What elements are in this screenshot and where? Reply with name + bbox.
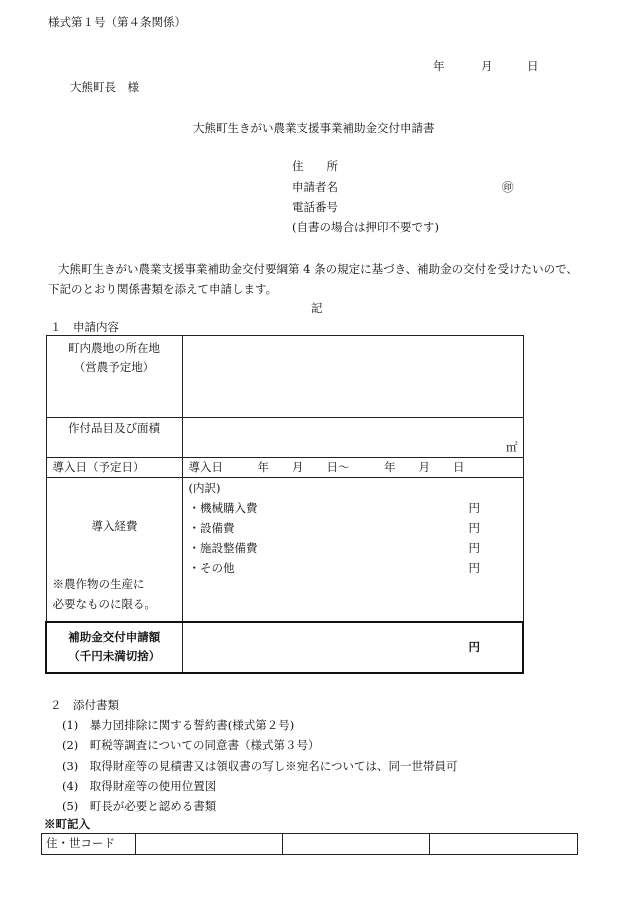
attachment-item-3: (3) 取得財産等の見積書又は領収書の写し※宛名については、同一世帯員可 [62, 759, 458, 773]
grant-label-line1: 補助金交付申請額 [68, 629, 161, 644]
intro-date-input-cell[interactable] [182, 458, 523, 478]
applicant-phone-label: 電話番号 [292, 200, 338, 214]
ki-label: 記 [311, 301, 323, 315]
crop-area-input-cell[interactable] [182, 418, 523, 458]
application-content-table [45, 335, 524, 674]
addressee: 大熊町長 様 [70, 80, 139, 94]
intro-date-value: 導入日 年 月 日～ 年 月 日 [188, 460, 465, 474]
location-label-line1: 町内農地の所在地 [68, 341, 160, 355]
code-label: 住・世コード [46, 836, 115, 850]
grant-unit: 円 [468, 639, 480, 654]
breakdown-unit-facility: 円 [468, 541, 480, 555]
attachment-item-1: (1) 暴力団排除に関する誓約書(様式第２号) [62, 718, 295, 732]
form-number: 様式第１号（第４条関係） [48, 15, 186, 29]
seal-note: (自書の場合は押印不要です) [292, 220, 439, 234]
code-label-cell [42, 834, 136, 855]
intro-date-label-cell [46, 458, 182, 478]
attachment-item-5: (5) 町長が必要と認める書類 [62, 799, 217, 813]
date-day: 日 [527, 59, 539, 73]
body-text-line2: 下記のとおり関係書類を添えて申請します。 [48, 282, 278, 296]
applicant-address-label: 住 所 [292, 159, 338, 173]
intro-date-label: 導入日（予定日） [52, 460, 145, 474]
attachment-item-2: (2) 町税等調査についての同意書（様式第３号） [62, 738, 320, 752]
office-use-heading: ※町記入 [44, 817, 90, 831]
attachment-item-4: (4) 取得財産等の使用位置図 [62, 779, 217, 793]
location-label-line2: （営農予定地） [73, 360, 155, 374]
location-input-cell[interactable] [182, 336, 523, 418]
form-title: 大熊町生きがい農業支援事業補助金交付申請書 [193, 121, 435, 135]
breakdown-unit-other: 円 [468, 561, 480, 575]
breakdown-heading: (内訳) [188, 481, 221, 495]
crop-label-cell [46, 418, 182, 458]
seal-mark: ㊞ [502, 180, 514, 194]
expense-label-cell [46, 478, 182, 622]
grant-label-line2: （千円未満切捨） [68, 648, 161, 663]
breakdown-item-equipment: ・設備費 [188, 521, 235, 535]
date-month: 月 [481, 59, 493, 73]
code-input-cell-2[interactable] [283, 834, 430, 855]
expense-note-line2: 必要なものに限る。 [52, 597, 156, 611]
breakdown-unit-machinery: 円 [468, 501, 480, 515]
code-input-cell-3[interactable] [430, 834, 578, 855]
location-label-cell [46, 336, 182, 418]
breakdown-item-machinery: ・機械購入費 [188, 501, 258, 515]
breakdown-item-other: ・その他 [188, 561, 235, 575]
area-unit: ㎡ [506, 440, 518, 454]
section1-heading: １ 申請内容 [50, 320, 119, 334]
crop-label: 作付品目及び面積 [68, 421, 160, 435]
expense-breakdown-cell[interactable] [182, 478, 523, 622]
applicant-name-label: 申請者名 [292, 180, 338, 194]
grant-amount-label-cell [46, 622, 182, 673]
breakdown-item-facility: ・施設整備費 [188, 541, 258, 555]
breakdown-unit-equipment: 円 [468, 521, 480, 535]
date-year: 年 [433, 59, 445, 73]
grant-amount-input-cell[interactable] [182, 622, 523, 673]
body-text-line1: 大熊町生きがい農業支援事業補助金交付要綱第 4 条の規定に基づき、補助金の交付を受けたいので、 [58, 262, 578, 276]
office-use-table [41, 833, 578, 855]
expense-note-line1: ※農作物の生産に [52, 577, 145, 591]
code-input-cell-1[interactable] [136, 834, 283, 855]
section2-heading: ２ 添付書類 [50, 698, 119, 712]
expense-label: 導入経費 [91, 519, 138, 533]
